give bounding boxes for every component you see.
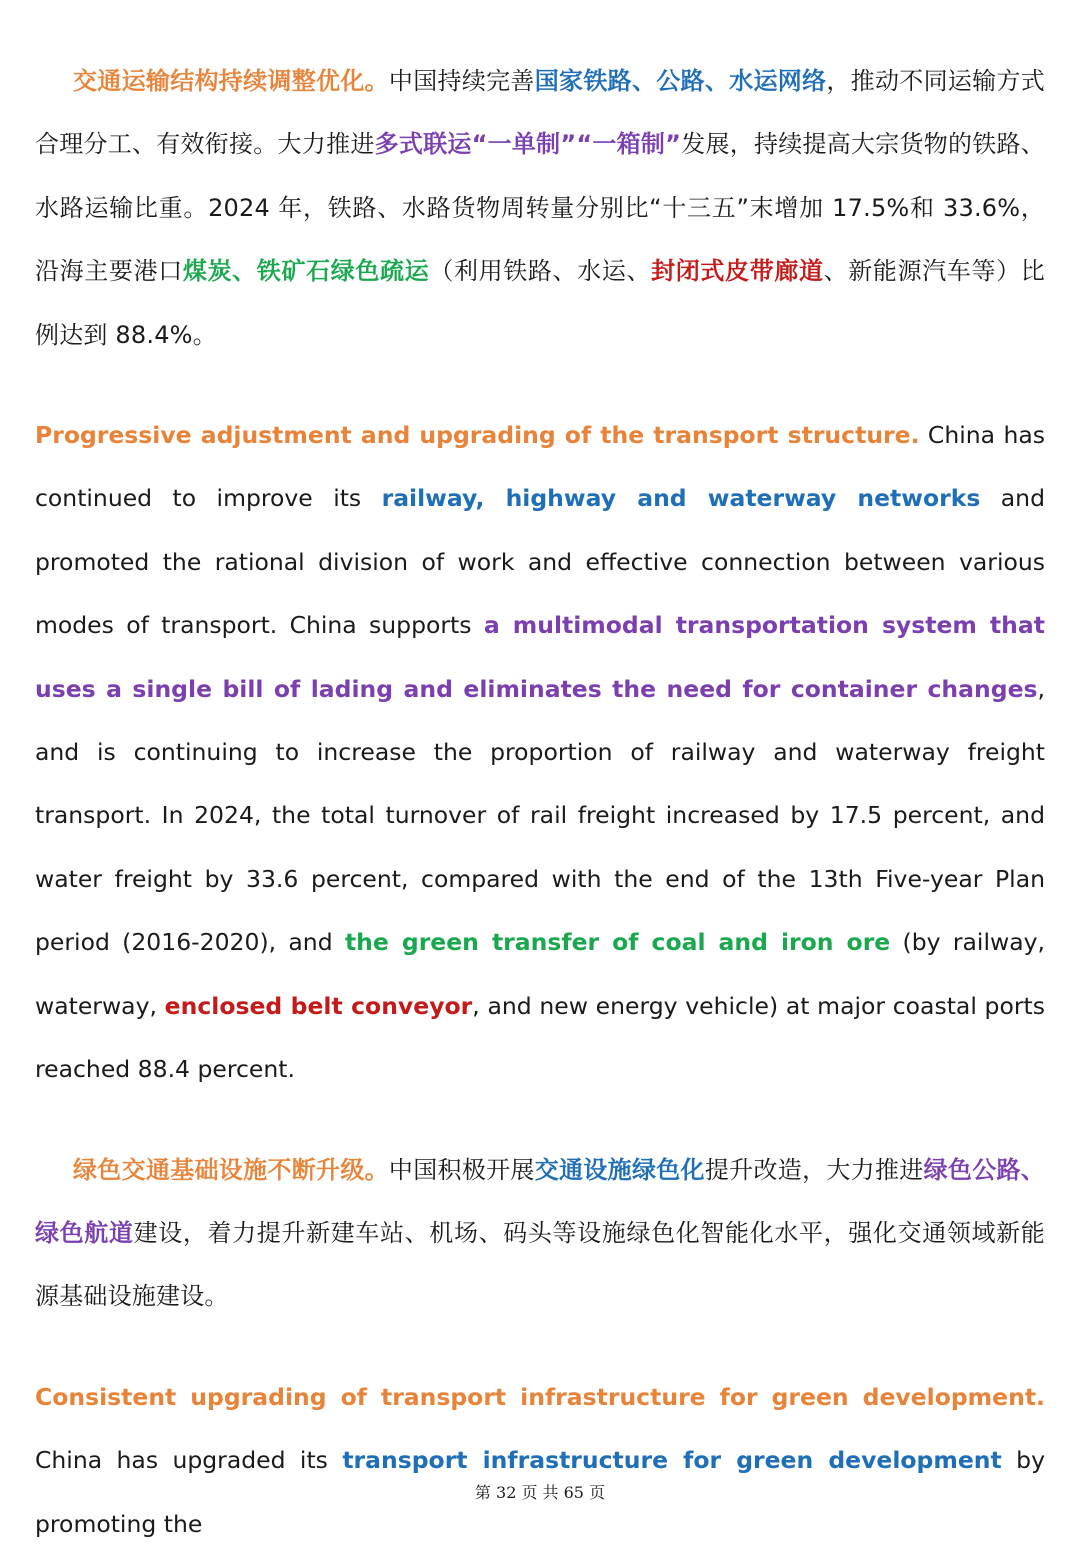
- document-page: [35, 50, 1045, 1556]
- body-text: 中国积极开展: [388, 1155, 535, 1184]
- paragraph-zh-transport-structure: [35, 50, 1045, 367]
- body-text: China has upgraded its: [35, 1446, 343, 1475]
- highlight-text: enclosed belt conveyor: [164, 991, 473, 1020]
- paragraph-en-green-infrastructure: [35, 1366, 1045, 1556]
- body-text: （利用铁路、水运、: [429, 257, 652, 286]
- body-text: and promoted the rational division of work and effective connection between various modes of transport. China supports: [35, 484, 1045, 640]
- body-text: , and is continuing to increase the proportion of railway and waterway freight transport. In 2024, the total turnover of rail freight increased by 17.5 percent, and water freight by 33.6 percent, compared with the end of the 13th Five-year Plan period (2016-2020), and: [35, 674, 1045, 957]
- body-text: (by railway, waterway,: [35, 928, 1045, 1020]
- page-number-footer: 第 32 页 共 65 页: [474, 1483, 606, 1502]
- body-text: ，推动不同运输方式合理分工、有效衔接。大力推进: [35, 67, 1045, 159]
- body-text: 中国持续完善: [388, 67, 535, 95]
- paragraph-heading: 交通运输结构持续调整优化。: [73, 67, 389, 95]
- highlight-text: 绿色公路、绿色航道: [35, 1155, 1045, 1247]
- body-text: , and new energy vehicle) at major coastal ports reached 88.4 percent.: [35, 991, 1045, 1084]
- body-text: 提升改造，大力推进: [704, 1155, 924, 1184]
- paragraph-heading: Progressive adjustment and upgrading of the transport structure.: [35, 421, 920, 450]
- highlight-text: 国家铁路、公路、水运网络: [534, 67, 827, 95]
- paragraph-zh-green-infrastructure: [35, 1139, 1045, 1329]
- highlight-text: a multimodal transportation system that uses a single bill of lading and eliminates the need for container changes: [35, 611, 1045, 703]
- body-text: 发展，持续提高大宗货物的铁路、水路运输比重。2024 年，铁路、水路货物周转量分别比“十三五”末增加 17.5%和 33.6%，沿海主要港口: [35, 130, 1045, 286]
- highlight-text: 交通设施绿色化: [534, 1155, 705, 1184]
- highlight-text: railway, highway and waterway networks: [381, 484, 981, 513]
- body-text: 建设，着力提升新建车站、机场、码头等设施绿色化智能化水平，强化交通领域新能源基础设施建设。: [35, 1218, 1045, 1311]
- highlight-text: 封闭式皮带廊道: [651, 257, 824, 286]
- highlight-text: the green transfer of coal and iron ore: [344, 928, 891, 957]
- paragraph-heading: Consistent upgrading of transport infrastructure for green development.: [35, 1382, 1045, 1411]
- paragraph-spacer: [35, 367, 1045, 404]
- highlight-text: 多式联运“一单制”“一箱制”: [374, 130, 682, 159]
- paragraph-spacer: [35, 1329, 1045, 1366]
- paragraph-heading: 绿色交通基础设施不断升级。: [73, 1155, 389, 1184]
- body-text: China has continued to improve its: [35, 421, 1045, 513]
- paragraph-spacer: [35, 1102, 1045, 1139]
- body-text: by promoting the: [35, 1446, 1045, 1538]
- paragraph-en-transport-structure: [35, 404, 1045, 1101]
- highlight-text: transport infrastructure for green development: [342, 1446, 1002, 1475]
- highlight-text: 煤炭、铁矿石绿色疏运: [182, 257, 430, 286]
- body-text: 、新能源汽车等）比例达到 88.4%。: [35, 257, 1045, 349]
